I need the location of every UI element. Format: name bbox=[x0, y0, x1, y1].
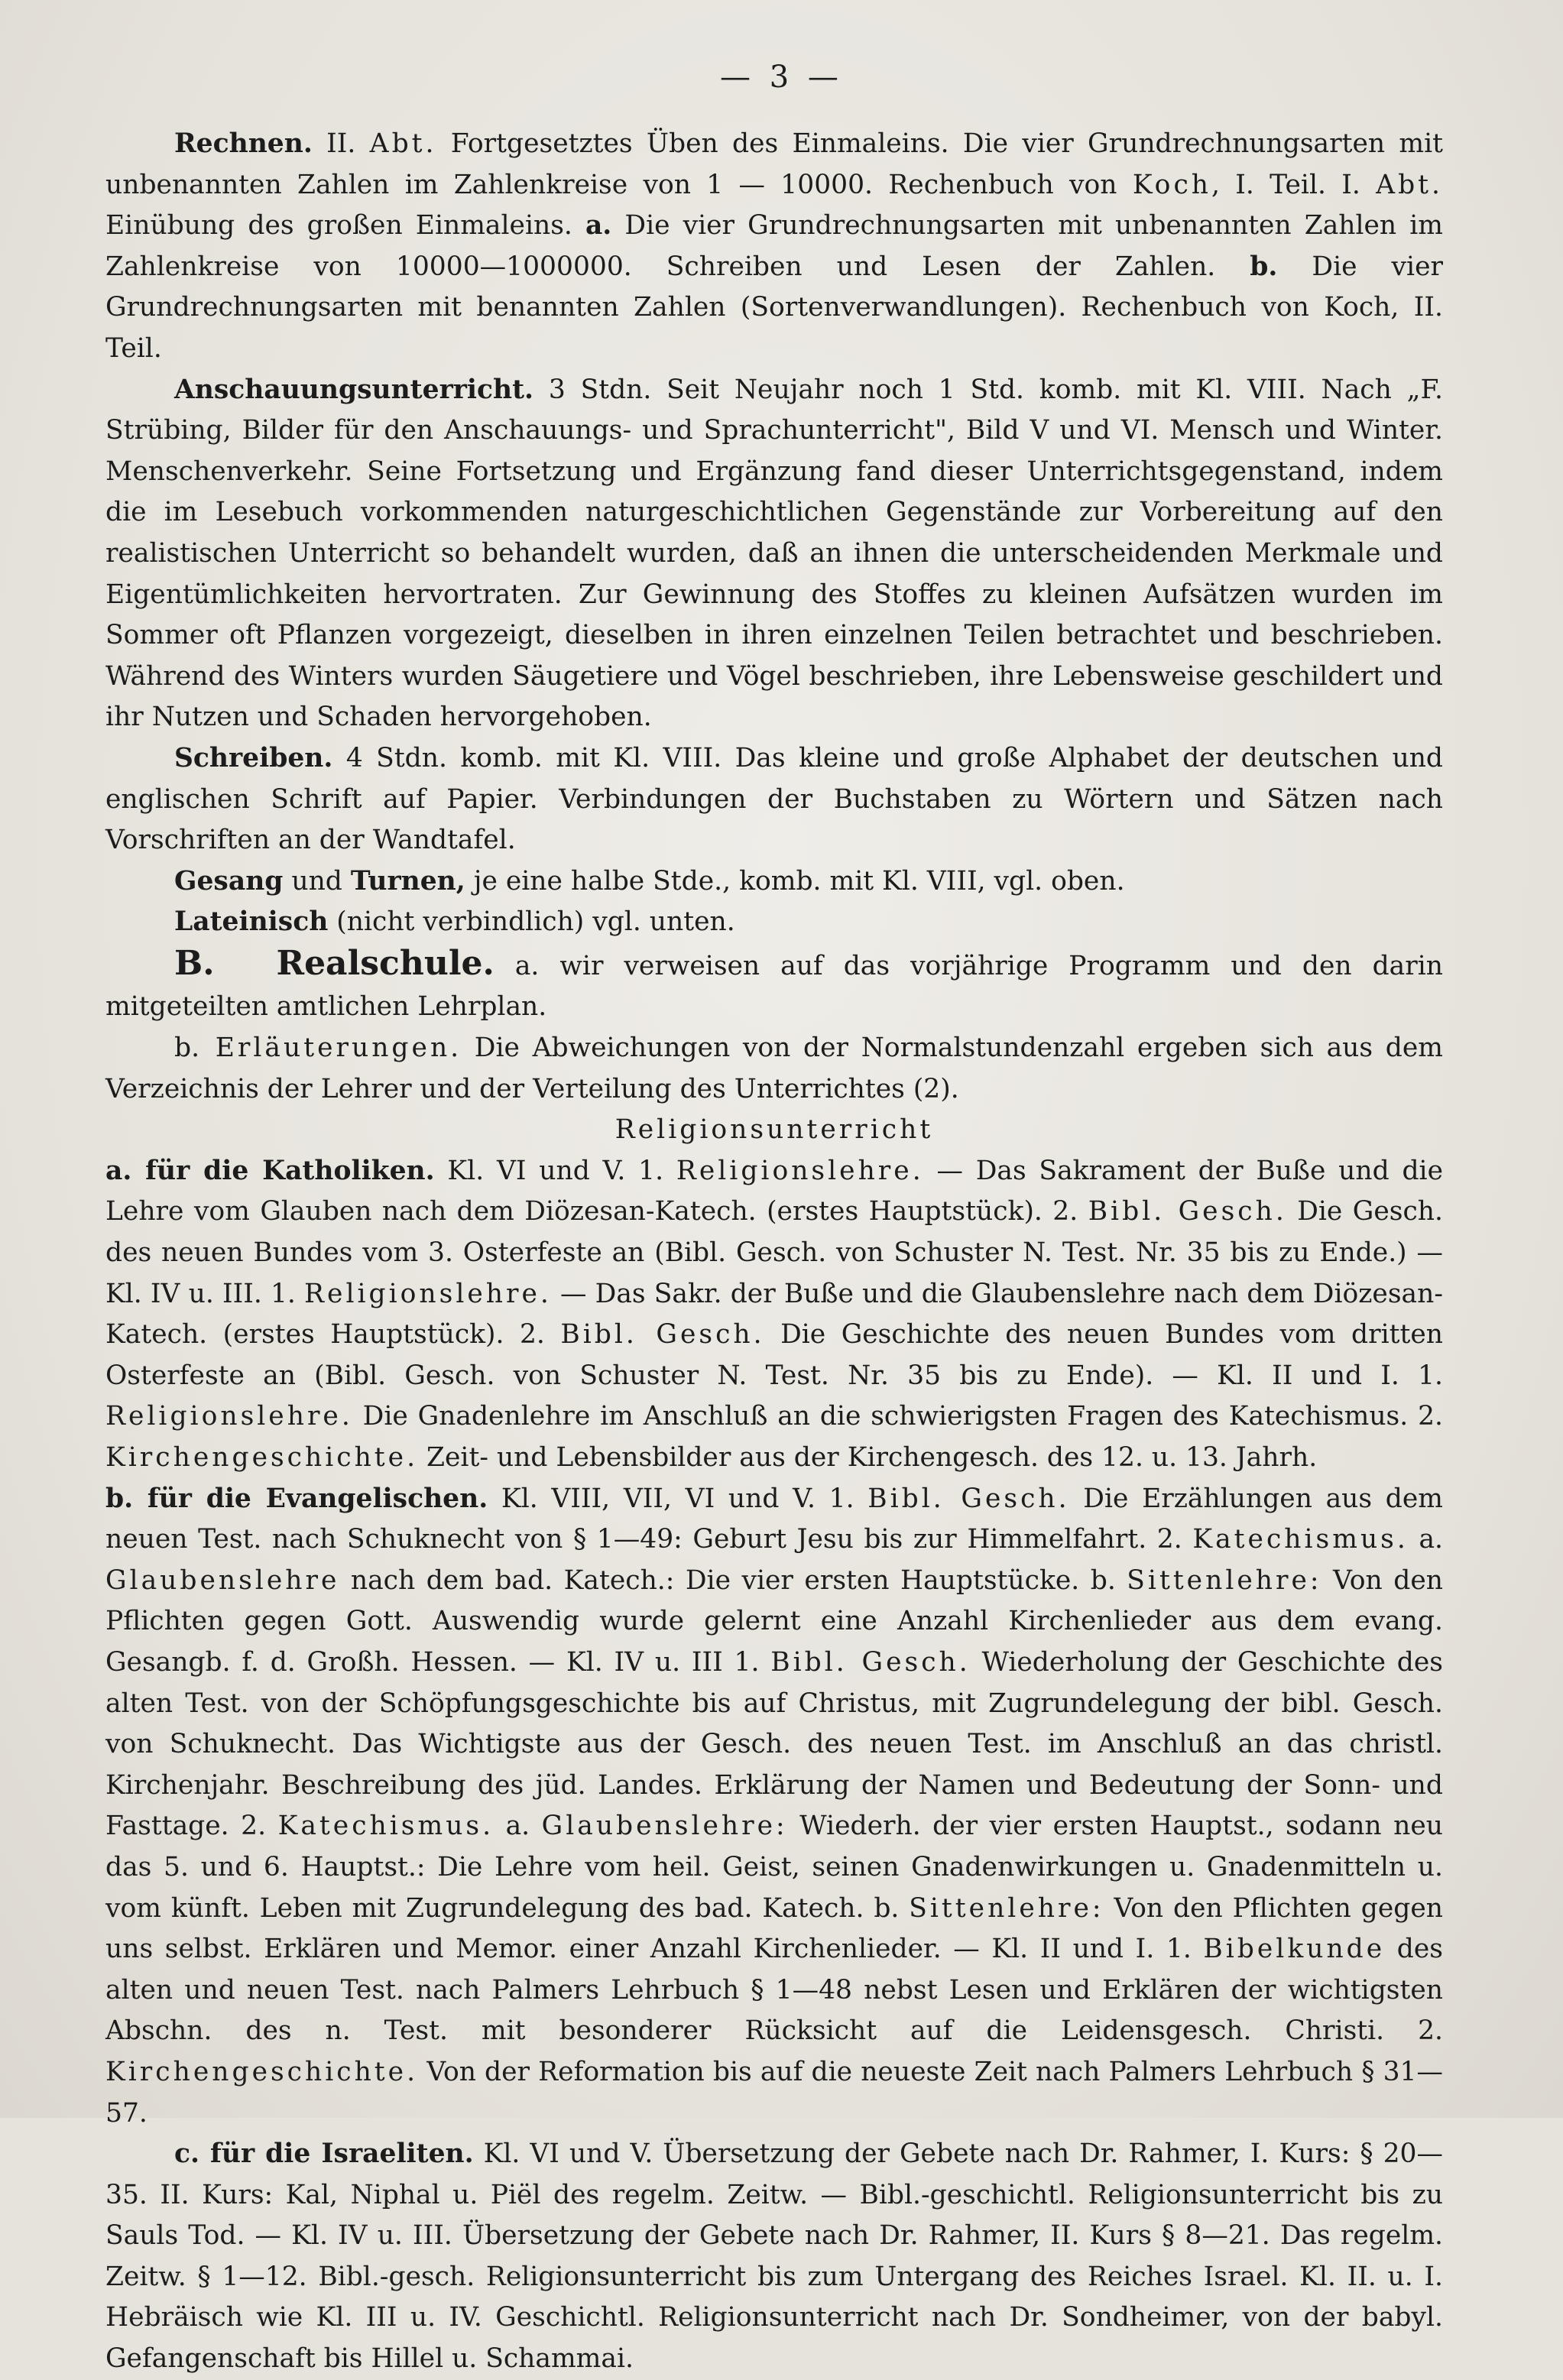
heading-rechnen: Rechnen. bbox=[174, 128, 313, 159]
heading-realschule: Realschule. bbox=[276, 943, 495, 983]
paragraph-evangelischen: b. für die Evangelischen. Kl. VIII, VII, VI und V. 1. Bibl. Gesch. Die Erzählungen aus dem neuen Test. nach Schuknecht von § 1—49: Geburt Jesu bis zur Himmelfahrt. 2. Katechismus. a. Glaubenslehre nach dem bad. Katech.: Die vier ersten Hauptstücke. b. Sittenlehre: Von den Pflichten gegen Gott. Auswendig wurde gelernt eine Anzahl Kirchenlieder aus dem evang. Gesangb. f. d. Großh. Hessen. — Kl. IV u. III 1. Bibl. Gesch. Wiederholung der Geschichte des alten Test. von der Schöpfungsgeschichte bis auf Christus, mit Zugrundelegung der bibl. Gesch. von Schuknecht. Das Wichtigste aus der Gesch. des neuen Test. im Anschluß an das christl. Kirchenjahr. Beschreibung des jüd. Landes. Erklärung der Namen und Bedeutung der Sonn- und Fasttage. 2. Katechismus. a. Glaubenslehre: Wiederh. der vier ersten Hauptst., sodann neu das 5. und 6. Hauptst.: Die Lehre vom heil. Geist, seinen Gnadenwirkungen u. Gnadenmitteln u. vom künft. Leben mit Zugrundelegung des bad. Katech. b. Sittenlehre: Von den Pflichten gegen uns selbst. Erklären und Memor. einer Anzahl Kirchenlieder. — Kl. II und I. 1. Bibelkunde des alten und neuen Test. nach Palmers Lehrbuch § 1—48 nebst Lesen und Erklären der wichtigsten Abschn. des n. Test. mit besonderer Rücksicht auf die Leidensgesch. Christi. 2. Kirchengeschichte. Von der Reformation bis auf die neueste Zeit nach Palmers Lehrbuch § 31—57. bbox=[105, 1483, 1444, 2129]
paragraph-gesang: Gesang und Turnen, je eine halbe Stde., komb. mit Kl. VIII, vgl. oben. bbox=[174, 865, 1125, 897]
paragraph-rechnen: Rechnen. II. Abt. Fortgesetztes Üben des Einmaleins. Die vier Grundrechnungsarten mit unbenannten Zahlen im Zahlenkreise von 1 — 10000. Rechenbuch von Koch, I. Teil. I. Abt. Einübung des großen Einmaleins. a. Die vier Grundrechnungsarten mit unbenannten Zahlen im Zahlenkreise von 10000—1000000. Schreiben und Lesen der Zahlen. b. Die vier Grundrechnungsarten mit benannten Zahlen (Sortenverwandlungen). Rechenbuch von Koch, II. Teil. bbox=[105, 128, 1444, 364]
heading-erlaeuterungen: Erläuterungen. bbox=[199, 1033, 462, 1064]
heading-religionsunterricht: Religionsunterricht bbox=[614, 1114, 934, 1146]
page-number: — 3 — bbox=[720, 60, 843, 95]
paragraph-anschauung: Anschauungsunterricht. 3 Stdn. Seit Neujahr noch 1 Std. komb. mit Kl. VIII. Nach „F. Strübing, Bilder für den Anschauungs- und Sprachunterricht", Bild V und VI. Mensch und Winter. Menschenverkehr. Seine Fortsetzung und Ergänzung fand dieser Unterrichtsgegenstand, indem die im Lesebuch vorkommenden naturgeschichtlichen Gegenstände zur Vorbereitung auf den realistischen Unterricht so behandelt wurden, daß an ihnen die unterscheidenden Merkmale und Eigentümlichkeiten hervortraten. Zur Gewinnung des Stoffes zu kleinen Aufsätzen wurden im Sommer oft Pflanzen vorgezeigt, dieselben in ihren einzelnen Teilen betrachtet und beschrieben. Während des Winters wurden Säugetiere und Vögel beschrieben, ihre Lebensweise geschildert und ihr Nutzen und Schaden hervorgehoben. bbox=[105, 374, 1443, 733]
heading-latein: Lateinisch bbox=[174, 906, 329, 938]
heading-schreiben: Schreiben. bbox=[174, 742, 333, 773]
heading-anschauung: Anschauungsunterricht. bbox=[174, 374, 534, 405]
paragraph-latein: Lateinisch (nicht verbindlich) vgl. unten. bbox=[174, 906, 735, 938]
paragraph-erlaeuterungen: b. Erläuterungen. Die Abweichungen von der Normalstundenzahl ergeben sich aus dem Verzeichnis der Lehrer und der Verteilung des Unterrichtes (2). bbox=[105, 1033, 1443, 1104]
section-letter-b: B. bbox=[174, 943, 215, 983]
paragraph-realschule: B. Realschule. a. wir verweisen auf das vorjährige Programm und den darin mitgeteilten amtlichen Lehrplan. bbox=[105, 943, 1443, 1023]
paragraph-israeliten: c. für die Israeliten. Kl. VI und V. Übersetzung der Gebete nach Dr. Rahmer, I. Kurs: § 20—35. II. Kurs: Kal, Niphal u. Piël des regelm. Zeitw. — Bibl.-geschichtl. Religionsunterricht bis zu Sauls Tod. — Kl. IV u. III. Übersetzung der Gebete nach Dr. Rahmer, II. Kurs § 8—21. Das regelm. Zeitw. § 1—12. Bibl.-gesch. Religionsunterricht bis zum Untergang des Reiches Israel. Kl. II. u. I. Hebräisch wie Kl. III u. IV. Geschichtl. Religionsunterricht nach Dr. Sondheimer, von der babyl. Gefangenschaft bis Hillel u. Schammai. bbox=[105, 2138, 1443, 2375]
heading-gesang: Gesang bbox=[174, 865, 284, 897]
heading-katholiken: a. für die Katholiken. bbox=[105, 1155, 435, 1186]
paragraph-schreiben: Schreiben. 4 Stdn. komb. mit Kl. VIII. Das kleine und große Alphabet der deutschen und englischen Schrift auf Papier. Verbindungen der Buchstaben zu Wörtern und Sätzen nach Vorschriften an der Wandtafel. bbox=[105, 742, 1443, 856]
heading-evangelischen: b. für die Evangelischen. bbox=[105, 1483, 488, 1514]
paragraph-katholiken: a. für die Katholiken. Kl. VI und V. 1. Religionslehre. — Das Sakrament der Buße und die Lehre vom Glauben nach dem Diözesan-Katech. (erstes Hauptstück). 2. Bibl. Gesch. Die Gesch. des neuen Bundes vom 3. Osterfeste an (Bibl. Gesch. von Schuster N. Test. Nr. 35 bis zu Ende.) — Kl. IV u. III. 1. Religionslehre. — Das Sakr. der Buße und die Glaubenslehre nach dem Diözesan-Katech. (erstes Hauptstück). 2. Bibl. Gesch. Die Geschichte des neuen Bundes vom dritten Osterfeste an (Bibl. Gesch. von Schuster N. Test. Nr. 35 bis zu Ende). — Kl. II und I. 1. Religionslehre. Die Gnadenlehre im Anschluß an die schwierigsten Fragen des Katechismus. 2. Kirchengeschichte. Zeit- und Lebensbilder aus der Kirchengesch. des 12. u. 13. Jahrh. bbox=[105, 1155, 1443, 1473]
heading-israeliten: c. für die Israeliten. bbox=[174, 2138, 474, 2170]
document-body bbox=[105, 124, 1443, 2380]
heading-turnen: Turnen, bbox=[350, 865, 465, 897]
